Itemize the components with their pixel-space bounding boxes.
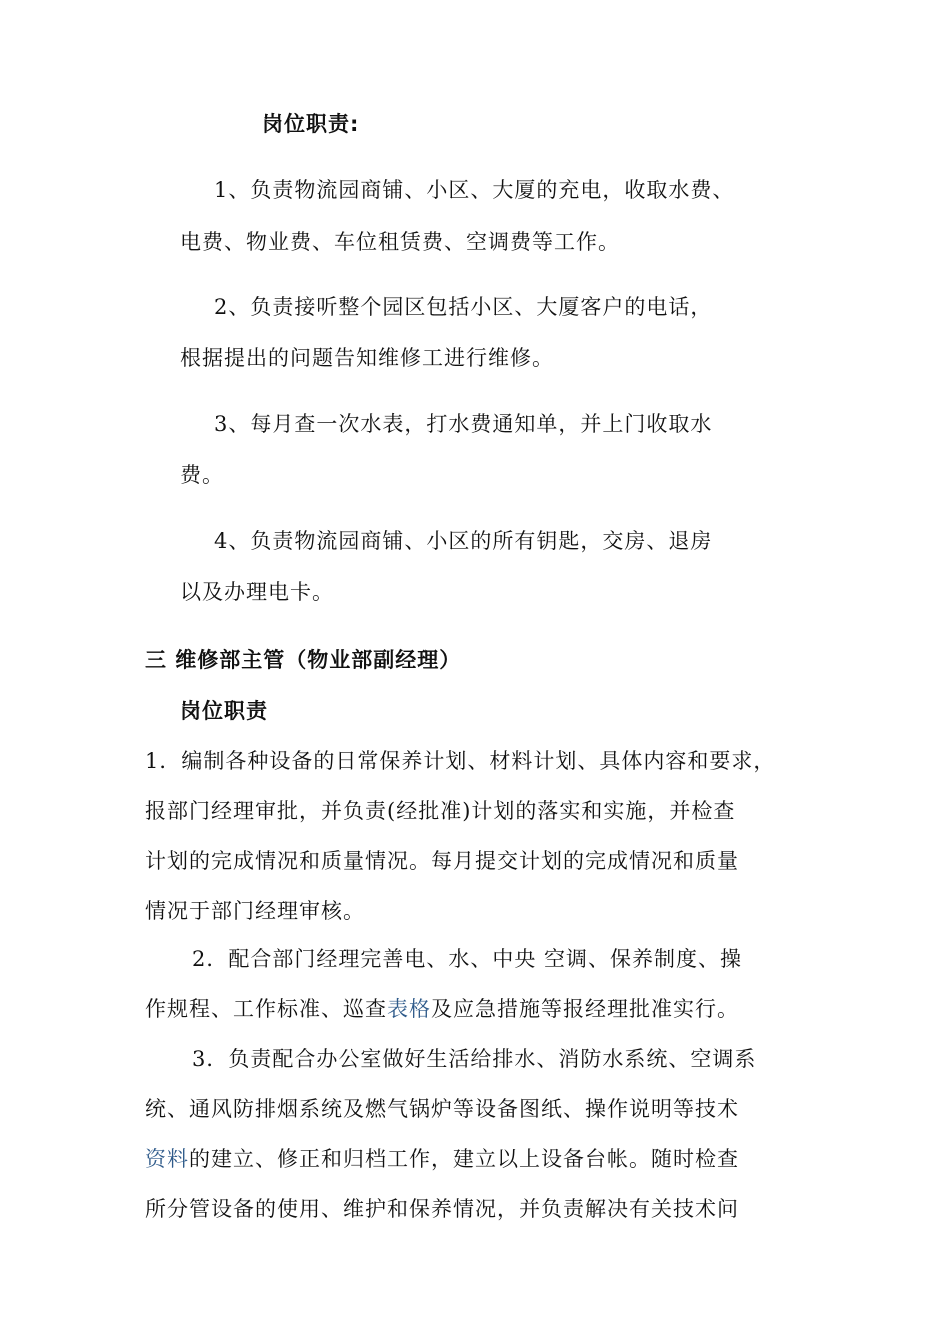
section-a-item2-line2: 根据提出的问题告知维修工进行维修。 bbox=[180, 346, 554, 370]
section-b-item1-line4: 情况于部门经理审核。 bbox=[145, 899, 365, 923]
section-a-item1-line1: 1、负责物流园商铺、小区、大厦的充电，收取水费、 bbox=[214, 178, 735, 202]
section-a-item2-line1: 2、负责接听整个园区包括小区、大厦客户的电话， bbox=[214, 295, 713, 319]
section-b-item3-line3 bbox=[145, 1144, 739, 1174]
section-b-item3-line3-post: 的建立、修正和归档工作，建立以上设备台帐。随时检查 bbox=[189, 1147, 739, 1171]
section-a-item4-line1: 4、负责物流园商铺、小区的所有钥匙，交房、退房 bbox=[214, 529, 713, 553]
section-b-item3-line2: 统、通风防排烟系统及燃气锅炉等设备图纸、操作说明等技术 bbox=[145, 1097, 739, 1121]
section-b-item2-line2-pre: 作规程、工作标准、巡查 bbox=[145, 997, 387, 1021]
table-link[interactable]: 表格 bbox=[387, 997, 431, 1021]
section-a-item3-line1: 3、每月查一次水表，打水费通知单，并上门收取水 bbox=[214, 412, 713, 436]
section-b-item2-line1: 2．配合部门经理完善电、水、中央 空调、保养制度、操 bbox=[192, 947, 743, 971]
section-b-title: 三 维修部主管（物业部副经理） bbox=[145, 648, 462, 672]
section-b-item1-line2: 报部门经理审批，并负责(经批准)计划的落实和实施，并检查 bbox=[145, 799, 736, 823]
section-b-item1-line1: 1．编制各种设备的日常保养计划、材料计划、具体内容和要求， bbox=[145, 749, 776, 773]
section-b-item2-line2-post: 及应急措施等报经理批准实行。 bbox=[431, 997, 739, 1021]
section-b-item3-line4: 所分管设备的使用、维护和保养情况，并负责解决有关技术问 bbox=[145, 1197, 739, 1221]
section-b-item3-line1: 3．负责配合办公室做好生活给排水、消防水系统、空调系 bbox=[192, 1047, 757, 1071]
section-a-item1-line2: 电费、物业费、车位租赁费、空调费等工作。 bbox=[180, 230, 620, 254]
section-b-item1-line3: 计划的完成情况和质量情况。每月提交计划的完成情况和质量 bbox=[145, 849, 739, 873]
section-a-item3-line2: 费。 bbox=[180, 463, 224, 487]
section-b-item2-line2 bbox=[145, 994, 739, 1024]
section-a-heading: 岗位职责: bbox=[262, 112, 360, 136]
materials-link[interactable]: 资料 bbox=[145, 1147, 189, 1171]
section-a-item4-line2: 以及办理电卡。 bbox=[180, 580, 334, 604]
section-b-subheading: 岗位职责 bbox=[180, 699, 268, 723]
